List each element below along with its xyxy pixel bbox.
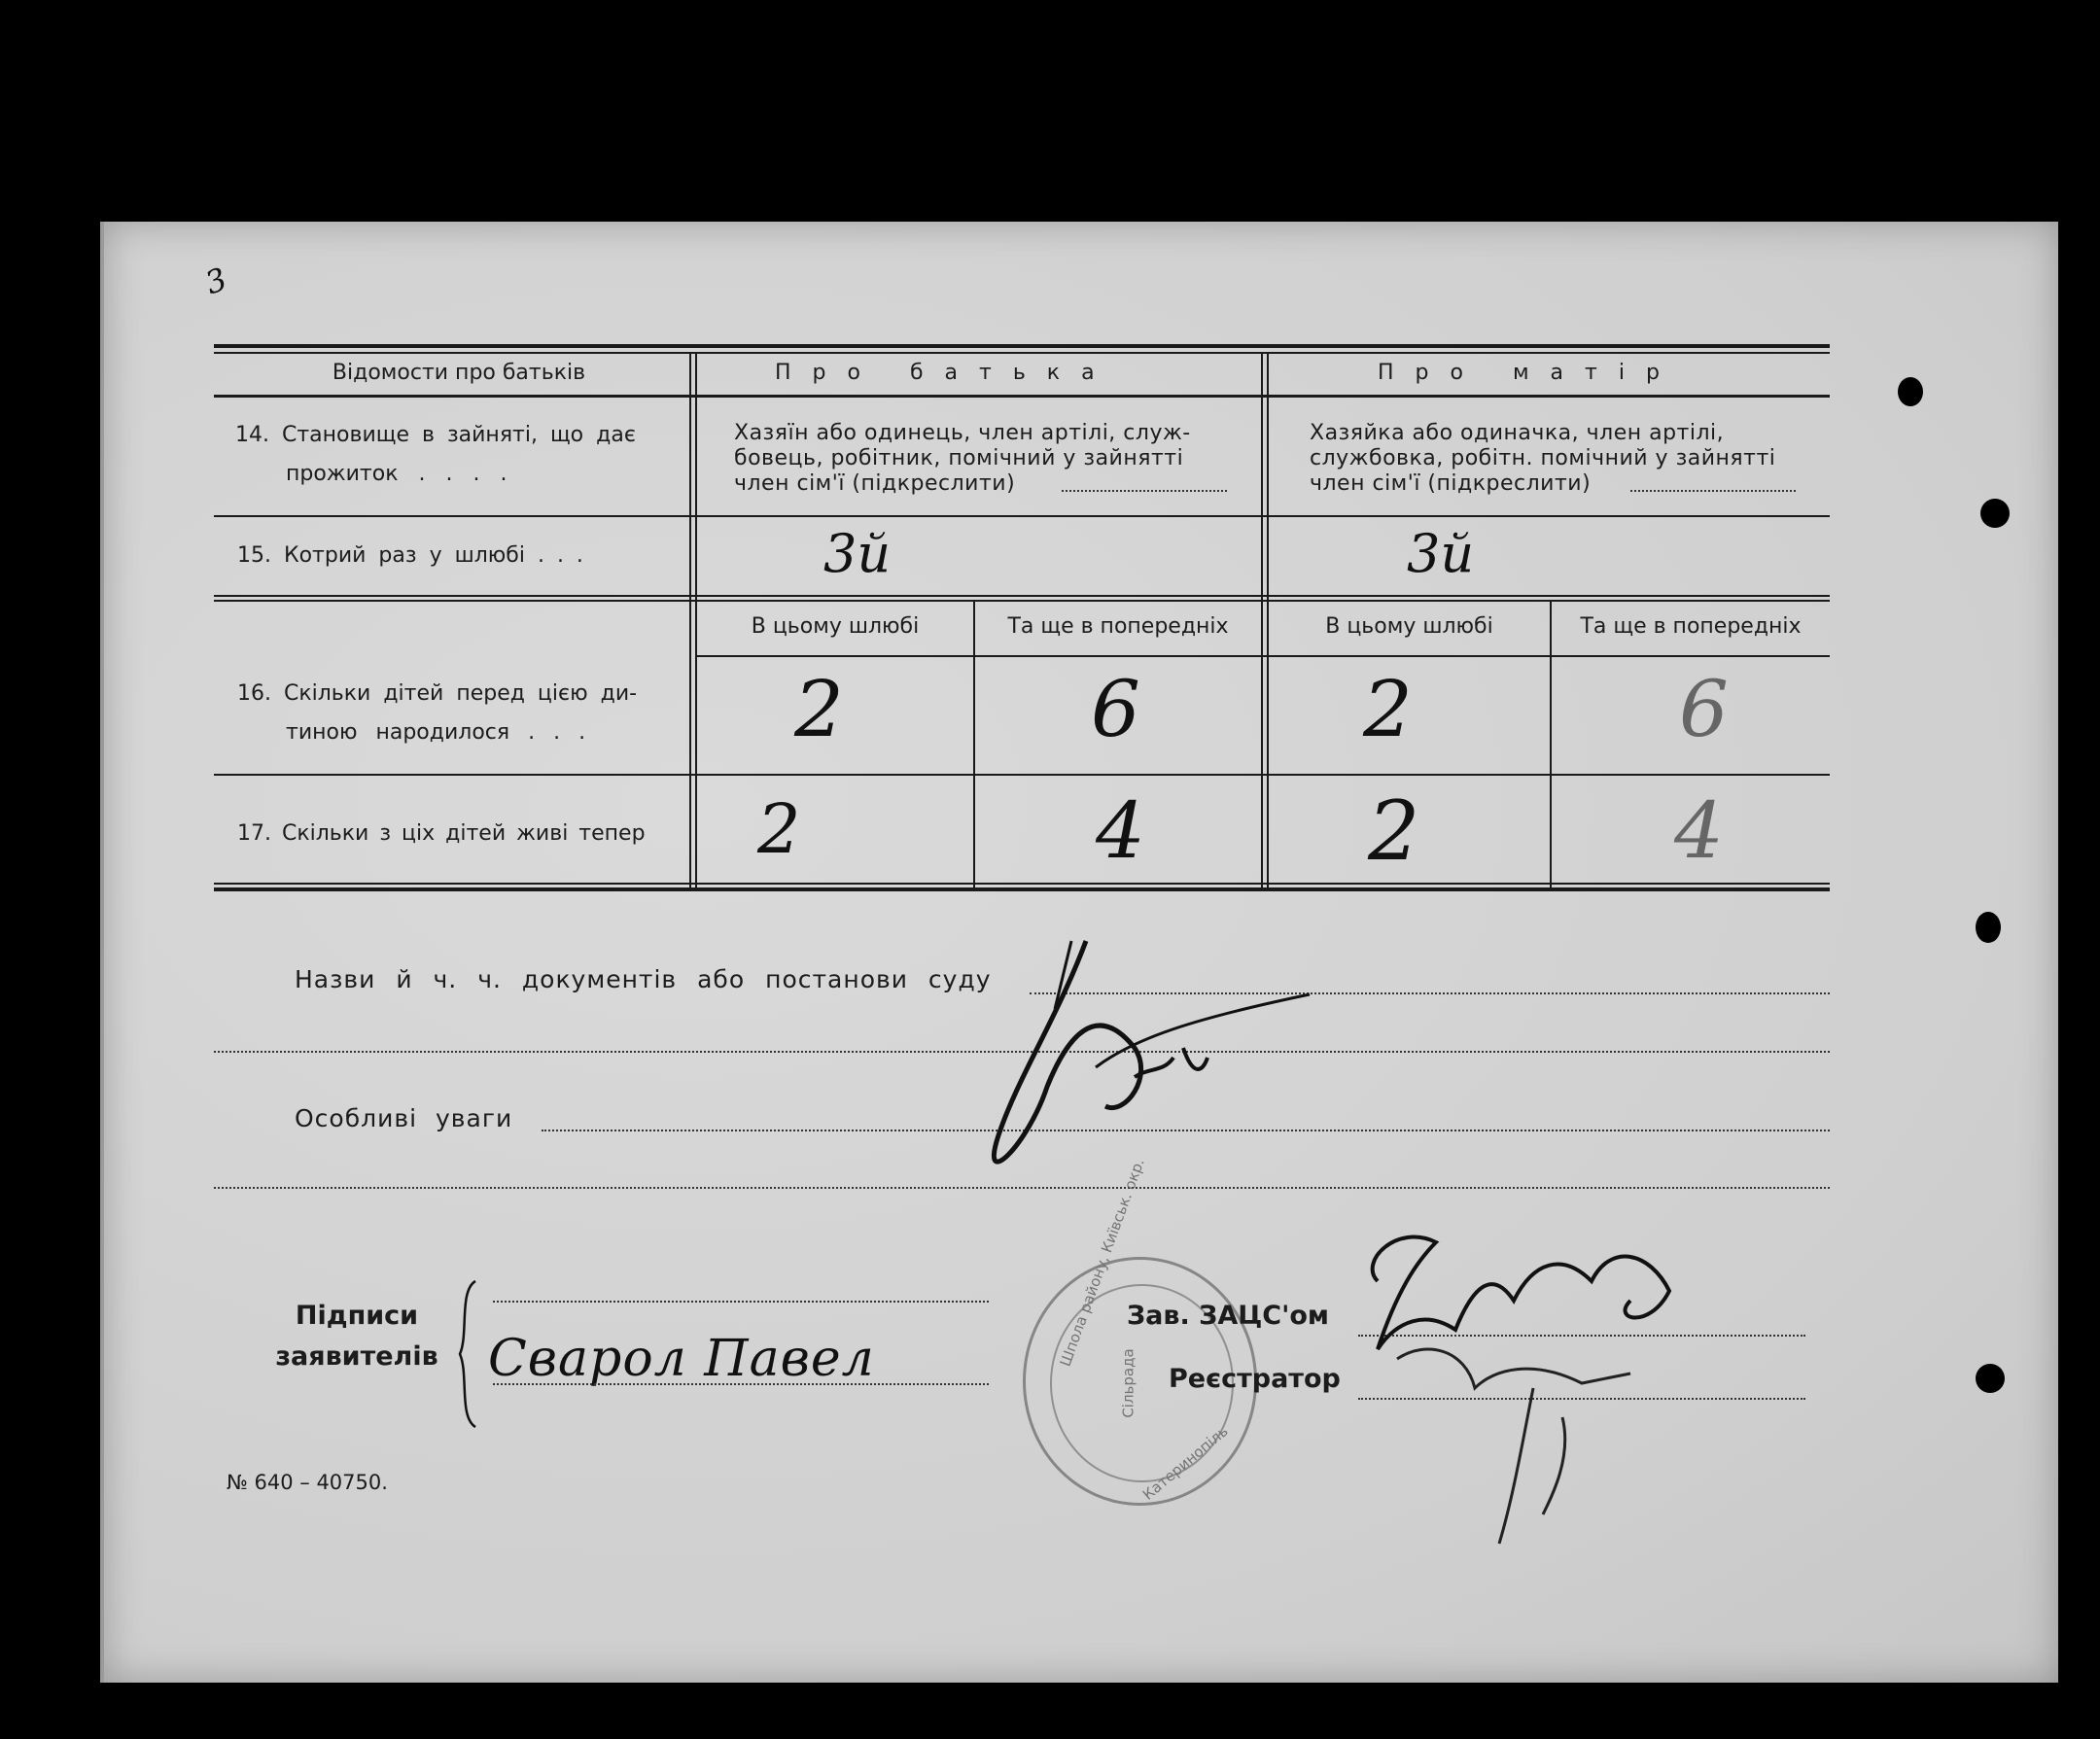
subheader-mother-prev: Та ще в попередніх [1580,614,1802,639]
row16-bottom-rule [214,774,1830,776]
punch-hole-1 [1898,377,1923,406]
row14-father-line2: бовець, робітник, помічний у зайнятті [734,446,1184,470]
table-top-rule-2 [214,352,1830,354]
row15-label: 15. Котрий раз у шлюбі . . . [237,543,583,568]
row14-mother-line1: Хазяйка або одиначка, член артілі, [1310,421,1725,445]
row16-mother-prev: 6 [1679,664,1729,754]
signatures-brace [454,1276,483,1432]
subheader-bottom-rule [697,655,1830,657]
subheader-mother-this: В цьому шлюбі [1325,614,1493,639]
sub-col-divider-mother [1550,602,1552,887]
row16-father-this: 2 [794,664,844,754]
notes-label: Особливі уваги [295,1104,513,1132]
row14-father-dots [1062,490,1227,492]
row17-father-prev: 4 [1096,785,1145,876]
row15-bottom-rule-1 [214,595,1830,597]
punch-hole-3 [1976,912,2001,943]
handwritten-scribble [940,902,1446,1213]
stamp-text-top: Шпола району, Київськ. окр. [1056,1156,1148,1370]
row17-father-this: 2 [757,789,801,869]
header-parents-info: Відомости про батьків [332,361,586,385]
row17-label: 17. Скільки з ціх дітей живі тепер [237,821,646,846]
row14-mother-dots [1630,490,1796,492]
applicant-signature-line-1 [493,1301,989,1303]
stamp-text-bottom: Катеринопіль [1138,1422,1232,1504]
row14-label-line1: 14. Становище в зайняті, що дає [235,423,636,447]
registrar-label: Реєстратор [1169,1364,1341,1394]
row17-mother-prev: 4 [1674,785,1724,876]
document-sheet [100,222,2058,1683]
subheader-father-this: В цьому шлюбі [751,614,920,639]
applicant-signature-line-2 [493,1383,989,1385]
row14-father-line1: Хазяїн або одинець, член артілі, служ- [734,421,1191,445]
head-signature-scribble [1339,1203,1805,1553]
punch-hole-4 [1976,1364,2005,1393]
form-number: № 640 – 40750. [227,1471,388,1494]
head-of-registry-label: Зав. ЗАЦС'ом [1127,1301,1329,1331]
row14-bottom-rule [214,515,1830,517]
signatures-label-line1: Підписи [295,1301,419,1331]
col-divider-1a [689,354,691,887]
header-about-mother: Про матір [1378,361,1681,385]
row14-mother-line2: службовка, робітн. помічний у зайнятті [1310,446,1776,470]
row14-father-line3: член сім'ї (підкреслити) [734,471,1016,496]
stamp-text-center: Сільрада [1119,1348,1138,1418]
row16-label-line1: 16. Скільки дітей перед цією ди- [237,681,638,706]
corner-mark: 3 [200,260,232,302]
subheader-father-prev: Та ще в попередніх [1007,614,1229,639]
row16-father-prev: 6 [1091,664,1140,754]
punch-hole-2 [1980,499,2010,528]
row16-label-line2: тиною народилося . . . [286,720,586,745]
row16-mother-this: 2 [1363,664,1413,754]
row15-mother-value: 3й [1407,523,1475,584]
sub-col-divider-father [973,602,975,887]
documents-label: Назви й ч. ч. документів або постанови суду [295,965,992,993]
table-top-rule-1 [214,344,1830,348]
table-bottom-rule-2 [214,887,1830,891]
row17-mother-this: 2 [1368,783,1420,879]
row15-father-value: 3й [823,523,892,584]
row15-bottom-rule-2 [214,600,1830,602]
signature-label-block [260,1296,454,1377]
header-about-father: Про батька [775,361,1116,385]
signatures-label-line2: заявителів [275,1341,438,1372]
row14-label-line2: прожиток . . . . [286,462,508,486]
header-bottom-rule [214,395,1830,398]
row14-mother-line3: член сім'ї (підкреслити) [1310,471,1592,496]
col-divider-2a [1261,354,1263,887]
applicant-signature: Сварол Павел [488,1330,875,1388]
table-bottom-rule-1 [214,883,1830,885]
